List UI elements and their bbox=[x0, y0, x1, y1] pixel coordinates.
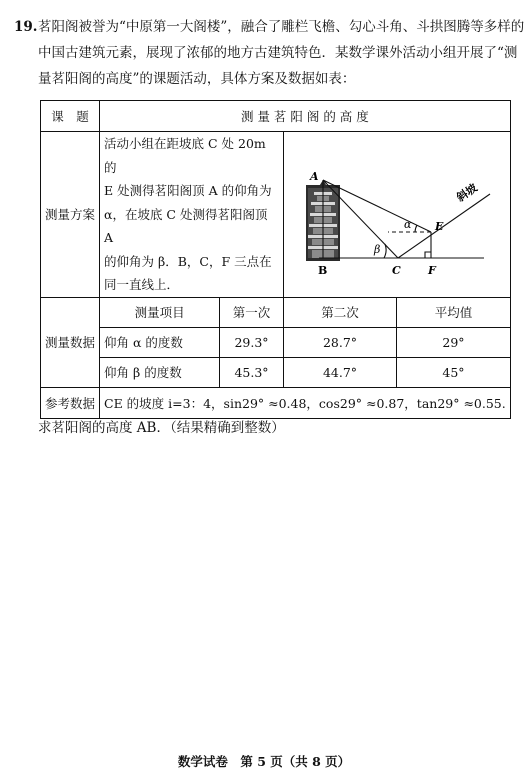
scheme-line: 同一直线上． bbox=[104, 277, 180, 292]
row-alpha-first: 29.3° bbox=[220, 327, 283, 357]
slope-line bbox=[398, 194, 490, 258]
topic-label: 课 题 bbox=[41, 101, 100, 132]
label-F: F bbox=[427, 263, 436, 277]
scheme-line: 的仰角为 β．B，C，F 三点在 bbox=[104, 253, 272, 269]
topic-value: 测 量 茗 阳 阁 的 高 度 bbox=[100, 101, 511, 132]
geometry-diagram bbox=[284, 140, 510, 286]
label-E: E bbox=[434, 219, 444, 233]
geometry-diagram-cell bbox=[283, 132, 510, 298]
ref-label: 参考数据 bbox=[41, 387, 100, 418]
problem-line-1: 19.茗阳阁被誉为“中原第一大阁楼”，融合了雕栏飞檐、勾心斗角、斗拱图腾等多样的 bbox=[14, 14, 514, 40]
row-alpha-average: 29° bbox=[397, 327, 511, 357]
row-beta-item: 仰角 β 的度数 bbox=[100, 357, 220, 387]
task-text: 求茗阳阁的高度 AB．（结果精确到整数） bbox=[38, 420, 285, 436]
beta-arc bbox=[384, 244, 386, 258]
scheme-line: E 处测得茗阳阁顶 A 的仰角为 bbox=[104, 183, 272, 198]
row-alpha-second: 28.7° bbox=[283, 327, 397, 357]
row-beta-second: 44.7° bbox=[283, 357, 397, 387]
header-first: 第一次 bbox=[220, 297, 283, 327]
question-number: 19. bbox=[14, 19, 38, 35]
scheme-table bbox=[40, 100, 511, 419]
right-angle-mark bbox=[425, 252, 431, 258]
label-B: B bbox=[317, 263, 328, 277]
scheme-label: 测量方案 bbox=[41, 132, 100, 298]
alpha-arc bbox=[415, 225, 417, 232]
header-item: 测量项目 bbox=[100, 297, 220, 327]
problem-line-2: 中国古建筑元素，展现了浓郁的地方古建筑特色．某数学课外活动小组开展了“测 bbox=[38, 45, 518, 61]
header-second: 第二次 bbox=[283, 297, 397, 327]
scheme-description bbox=[100, 132, 284, 298]
header-average: 平均值 bbox=[397, 297, 511, 327]
row-beta-first: 45.3° bbox=[220, 357, 283, 387]
problem-line-3: 量茗阳阁的高度”的课题活动，具体方案及数据如表： bbox=[38, 71, 356, 87]
data-label: 测量数据 bbox=[41, 297, 100, 387]
row-beta-average: 45° bbox=[397, 357, 511, 387]
problem-statement bbox=[14, 14, 525, 92]
label-beta: β bbox=[373, 242, 381, 256]
page-footer: 数学试卷 第 5 页（共 8 页） bbox=[177, 754, 351, 769]
scheme-line: 活动小组在距坡底 C 处 20m 的 bbox=[104, 136, 266, 175]
scheme-line: α，在坡底 C 处测得茗阳阁顶 A bbox=[104, 206, 268, 245]
row-alpha-item: 仰角 α 的度数 bbox=[100, 327, 220, 357]
label-C: C bbox=[391, 263, 401, 277]
label-alpha: α bbox=[403, 217, 412, 231]
label-A: A bbox=[309, 169, 319, 183]
label-slope: 斜坡 bbox=[453, 180, 480, 205]
ref-value: CE 的坡度 i=3：4，sin29° ≈0.48，cos29° ≈0.87，tan29° ≈0.55. bbox=[100, 387, 511, 418]
